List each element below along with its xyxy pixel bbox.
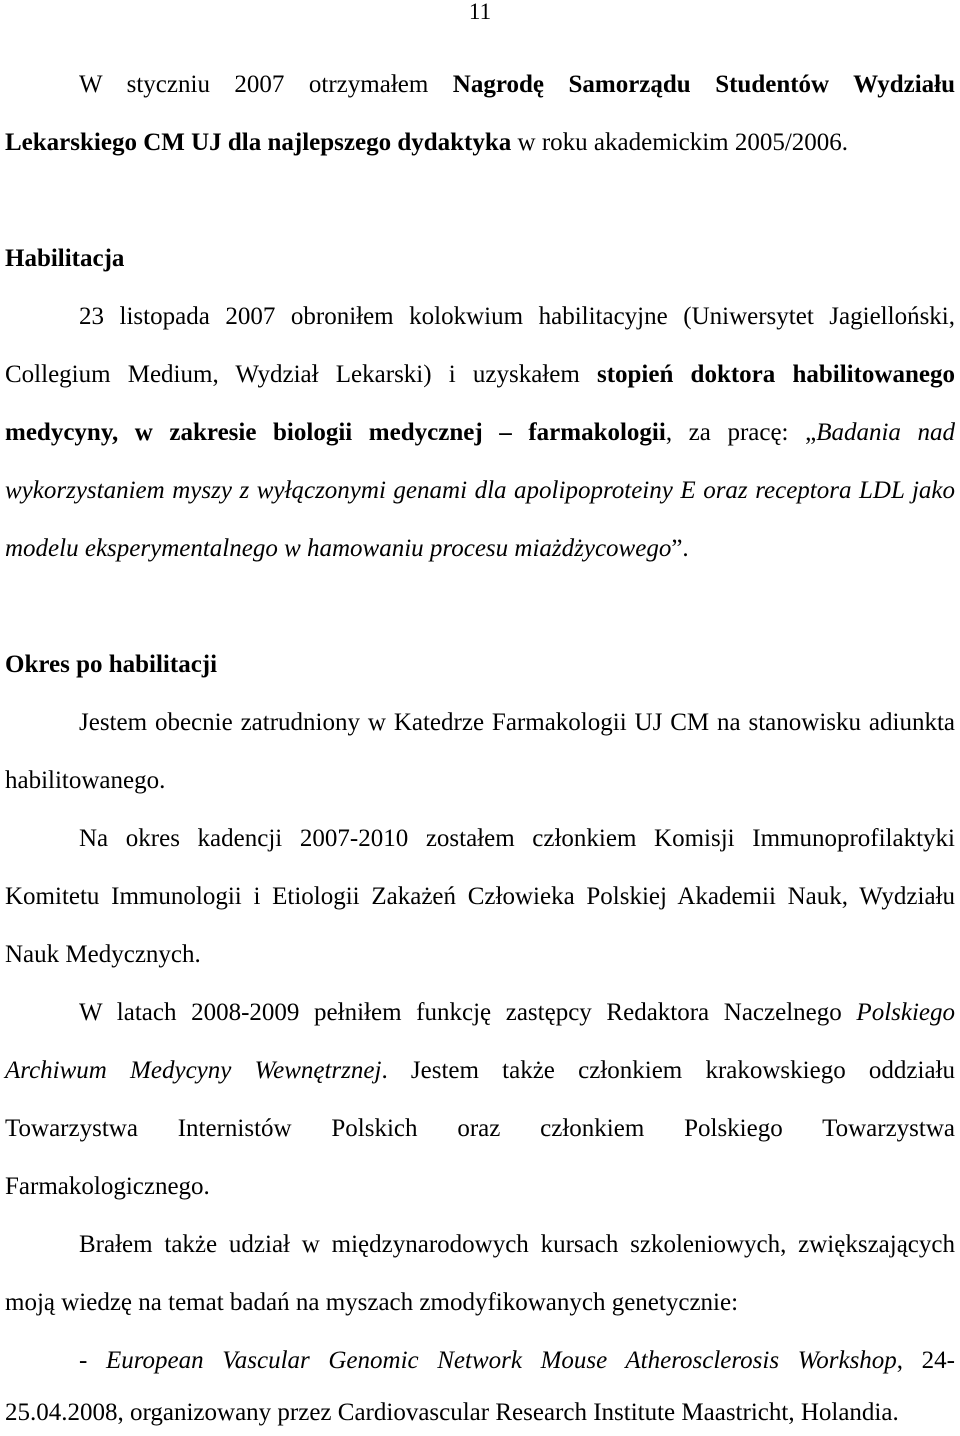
award-name: Nagrodę Samorządu Studentów Wydziału — [452, 71, 956, 98]
text-line — [5, 1042, 955, 1100]
committee-text: Nauk Medycznych. — [5, 941, 201, 968]
employment-text: habilitowanego. — [5, 767, 166, 794]
committee-text: Komitetu Immunologii i Etiologii Zakażeń Człowieka Polskiej Akademii Nauk, Wydziału — [5, 883, 955, 910]
workshop-details: 25.04.2008, organizowany przez Cardiovascular Research Institute Maastricht, Holandia. — [5, 1399, 899, 1426]
blank-line — [5, 172, 955, 230]
editorial-paragraph — [5, 984, 955, 1216]
award-year-text: w roku akademickim 2005/2006. — [517, 129, 849, 156]
membership-text: Towarzystwa Internistów Polskich oraz członkiem Polskiego Towarzystwa — [5, 1115, 955, 1142]
text-line — [5, 1390, 955, 1435]
post-habilitation-heading: Okres po habilitacji — [5, 651, 218, 678]
employment-paragraph — [5, 694, 955, 810]
course-list-item — [5, 1332, 955, 1435]
text-line — [5, 1100, 955, 1158]
text-line — [5, 926, 955, 984]
editorial-text: W latach 2008-2009 pełniłem funkcję zastępcy Redaktora Naczelnego — [79, 999, 842, 1026]
membership-text: . Jestem także członkiem krakowskiego oddziału — [381, 1057, 956, 1084]
habilitation-text: 23 listopada 2007 obroniłem kolokwium habilitacyjne (Uniwersytet Jagielloński, — [79, 303, 955, 330]
courses-text: Brałem także udział w międzynarodowych kursach szkoleniowych, zwiększających — [79, 1231, 955, 1258]
courses-paragraph — [5, 1216, 955, 1332]
text-line — [5, 868, 955, 926]
text-line — [5, 694, 955, 752]
blank-line — [5, 578, 955, 636]
membership-text: Farmakologicznego. — [5, 1173, 210, 1200]
committee-text: Na okres kadencji 2007-2010 zostałem członkiem Komisji Immunoprofilaktyki — [79, 825, 955, 852]
text-line — [5, 1332, 955, 1390]
closing-quote: ”. — [671, 535, 689, 562]
list-dash: - — [79, 1347, 88, 1374]
text-line — [5, 1216, 955, 1274]
courses-text: moją wiedzę na temat badań na myszach zmodyfikowanych genetycznie: — [5, 1289, 739, 1316]
text-line — [5, 520, 955, 578]
award-intro-text: W styczniu 2007 otrzymałem — [79, 71, 429, 98]
journal-title: Polskiego — [856, 999, 956, 1026]
text-line — [5, 56, 955, 114]
award-paragraph — [5, 56, 955, 172]
document-body — [5, 56, 955, 1435]
text-line — [5, 1274, 955, 1332]
thesis-title-continued: wykorzystaniem myszy z wyłączonymi genami dla apolipoproteiny E oraz receptora LDL jako — [5, 477, 955, 504]
text-line — [5, 404, 955, 462]
thesis-title-continued: modelu eksperymentalnego w hamowaniu procesu miażdżycowego — [5, 535, 672, 562]
employment-text: Jestem obecnie zatrudniony w Katedrze Farmakologii UJ CM na stanowisku adiunkta — [79, 709, 955, 736]
text-line — [5, 288, 955, 346]
committee-paragraph — [5, 810, 955, 984]
text-line — [5, 810, 955, 868]
degree-title: stopień doktora habilitowanego — [596, 361, 955, 388]
degree-title-continued: medycyny, w zakresie biologii medycznej – farmakologii — [5, 419, 666, 446]
award-name-continued: Lekarskiego CM UJ dla najlepszego dydaktyka — [5, 129, 512, 156]
page-number: 11 — [468, 0, 492, 24]
habilitation-heading: Habilitacja — [5, 245, 125, 272]
thesis-title: Badania nad — [816, 419, 956, 446]
habilitation-text: Collegium Medium, Wydział Lekarski) i uzyskałem — [5, 361, 580, 388]
text-line — [5, 984, 955, 1042]
workshop-name: European Vascular Genomic Network Mouse Atherosclerosis Workshop — [105, 1347, 897, 1374]
text-line — [5, 346, 955, 404]
text-line — [5, 462, 955, 520]
text-line — [5, 1158, 955, 1216]
habilitation-text: , za pracę: „ — [665, 419, 817, 446]
text-line — [5, 114, 955, 172]
workshop-dates: , 24- — [896, 1347, 955, 1374]
habilitation-paragraph — [5, 288, 955, 578]
journal-title-continued: Archiwum Medycyny Wewnętrznej — [5, 1057, 382, 1084]
text-line — [5, 752, 955, 810]
